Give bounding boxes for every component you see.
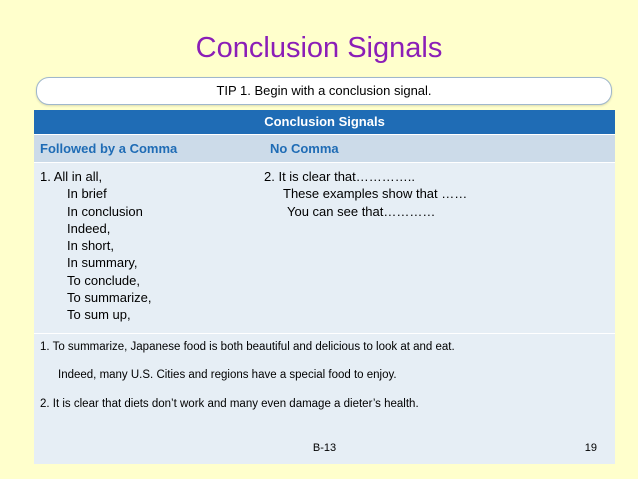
- slide-title: Conclusion Signals: [195, 32, 443, 64]
- list-item: These examples show that ……: [283, 186, 468, 202]
- slide-code: B-13: [312, 442, 337, 454]
- no-comma-signals-list: [264, 163, 615, 333]
- comma-signals-list: [34, 163, 264, 333]
- table-subheader: [34, 134, 615, 162]
- list-item: In summary,: [67, 255, 138, 271]
- col2-header: No Comma: [270, 141, 339, 156]
- conclusion-signals-table: [34, 110, 615, 464]
- example-line: 2. It is clear that diets don’t work and many even damage a dieter’s health.: [40, 398, 419, 410]
- table-header: Conclusion Signals: [34, 110, 615, 134]
- table-body-row: [34, 162, 615, 333]
- col1-header: Followed by a Comma: [40, 141, 178, 156]
- list-item: To conclude,: [67, 272, 140, 288]
- list-item: You can see that…………: [287, 203, 436, 219]
- examples-section: [34, 333, 615, 464]
- list-item: 2. It is clear that…………..: [264, 169, 415, 184]
- list-item: In conclusion: [67, 203, 143, 219]
- list-item: To sum up,: [67, 307, 131, 323]
- list-item: Indeed,: [67, 220, 111, 236]
- tip-text: TIP 1. Begin with a conclusion signal.: [216, 83, 432, 98]
- list-item: To summarize,: [67, 290, 152, 306]
- list-item: In short,: [67, 238, 114, 254]
- list-item: 1. All in all,: [40, 169, 103, 184]
- example-line: Indeed, many U.S. Cities and regions have a special food to enjoy.: [58, 369, 397, 381]
- tip-box: [36, 77, 612, 105]
- example-line: 1. To summarize, Japanese food is both beautiful and delicious to look at and eat.: [40, 341, 455, 353]
- list-item: In brief: [67, 186, 107, 202]
- page-number: 19: [584, 442, 597, 454]
